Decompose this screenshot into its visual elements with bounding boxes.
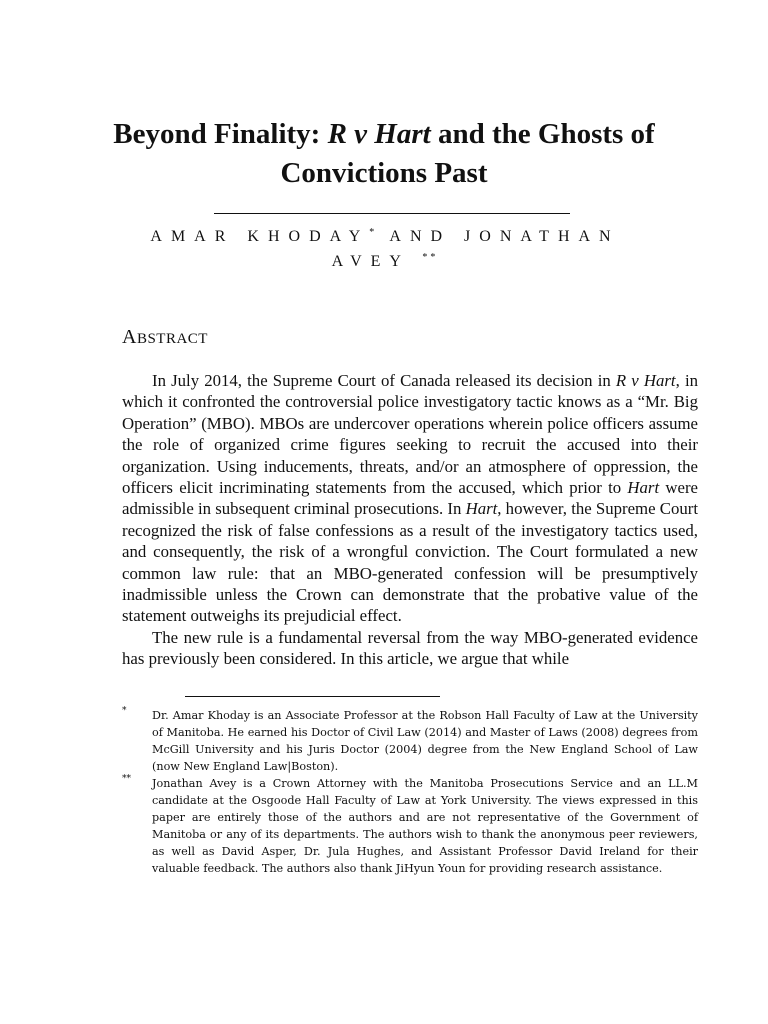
footnote-1 xyxy=(122,707,698,775)
footnote-1-mark: * xyxy=(122,706,127,716)
abstract-heading-initial: A xyxy=(122,326,137,348)
case-citation: Hart xyxy=(627,478,660,498)
abstract-text: In July 2014, the Supreme Court of Canada released its decision in xyxy=(152,371,616,390)
author1-footnote-mark[interactable]: * xyxy=(369,227,378,238)
abstract-heading xyxy=(122,326,208,349)
footnote-2-text: Jonathan Avey is a Crown Attorney with the Manitoba Prosecutions Service and an LL.M candidate at the Osgoode Hall Faculty of Law at York University. The views expressed in this paper are entirely those of the authors and are not representative of the Government of Manitoba or any of its departments. The authors wish to thank the anonymous peer reviewers, as well as David Asper, Dr. Jula Hughes, and Assistant Professor David Ireland for their valuable feedback. The authors also thank JiHyun Youn for providing research assistance. xyxy=(152,777,698,876)
author2-footnote-mark[interactable]: ** xyxy=(422,252,439,263)
footnote-2-mark: ** xyxy=(122,774,131,784)
title-part2: and the Ghosts of Convictions Past xyxy=(280,118,655,189)
abstract-heading-rest: BSTRACT xyxy=(136,331,208,347)
author2-name: JONATHAN AVEY xyxy=(331,228,620,270)
author-line xyxy=(120,222,650,272)
abstract-paragraph-1 xyxy=(122,370,698,627)
footnote-1-text: Dr. Amar Khoday is an Associate Professor at the Robson Hall Faculty of Law at the University of Manitoba. He earned his Doctor of Civil Law (2014) and Master of Laws (2008) degrees from McGill University and his Juris Doctor (2004) degree from the New England School of Law (now New England Law|Boston). xyxy=(152,709,698,774)
author-connector: AND xyxy=(377,228,465,245)
title-case-name: R v Hart xyxy=(327,118,431,150)
footnote-2 xyxy=(122,775,698,878)
abstract-text: were admissible in subsequent criminal prosecutions. In xyxy=(122,478,698,519)
abstract-paragraph-2: The new rule is a fundamental reversal from the way MBO-generated evidence has previously been considered. In this article, we argue that while xyxy=(122,627,698,669)
title-part1: Beyond Finality: xyxy=(113,118,328,150)
abstract-text: , however, the Supreme Court recognized the risk of false confessions as a result of the investigatory tactics used, and consequently, the risk of a wrongful conviction. The Court formulated a new common law rule: that an MBO-generated confession will be presumptively inadmissible unless the Crown can demonstrate that the probative value of the statement outweighs its prejudicial effect. xyxy=(122,499,698,626)
footnote-separator xyxy=(185,696,440,697)
author1-name: AMAR KHODAY xyxy=(150,228,370,245)
case-citation: Hart xyxy=(465,499,498,519)
article-title xyxy=(100,115,668,193)
case-citation: R v Hart xyxy=(615,371,676,390)
title-divider xyxy=(214,213,570,214)
abstract-text: , in which it confronted the controversial police investigatory tactic knows as a “Mr. Big Operation” (MBO). MBOs are undercover operations wherein police officers assume the role of organized crime figures seeking to recruit the accused into their organization. Using inducements, threats, and/or an atmosphere of oppression, the officers elicit incriminating statements from the accused, which prior to xyxy=(122,371,699,498)
abstract-body xyxy=(122,370,698,670)
